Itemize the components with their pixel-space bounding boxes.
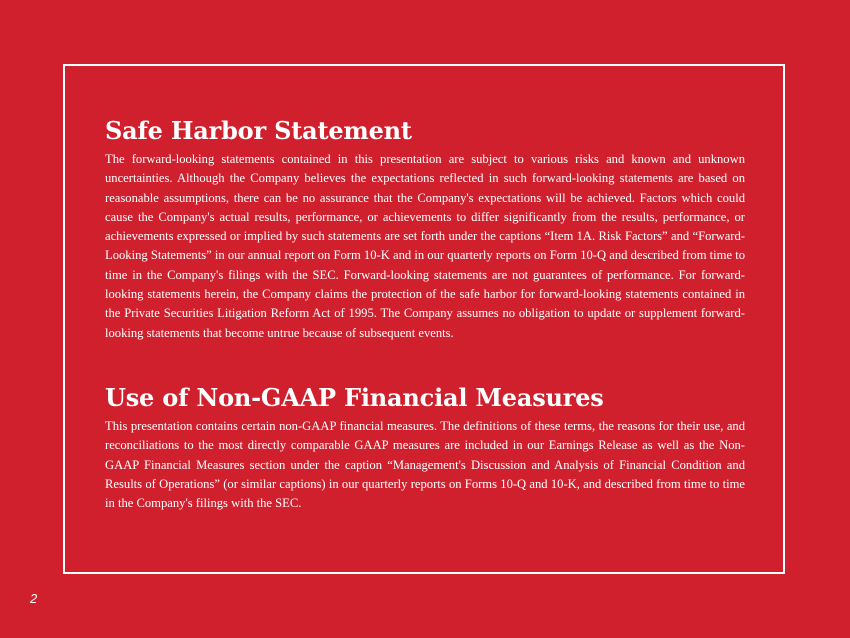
safe-harbor-section [105,112,745,343]
slide-content [105,112,745,513]
non-gaap-title: Use of Non-GAAP Financial Measures [105,382,604,412]
non-gaap-section [105,379,745,513]
page-number: 2 [30,591,38,606]
safe-harbor-title: Safe Harbor Statement [105,116,412,145]
safe-harbor-body: The forward-looking statements contained in this presentation are subject to various risks and known and unknown uncertainties. Although the Company believes the expectations reflected in such forward-looking statements are based on reasonable assumptions, there can be no assurance that the Company's expectations will be achieved. Factors which could cause the Company's actual results, performance, or achievements to differ significantly from the results, performance, or achievements expressed or implied by such statements are set forth under the captions “Item 1A. Risk Factors” and “Forward-Looking Statements” in our annual report on Form 10-K and in our quarterly reports on Form 10-Q and described from time to time in the Company's filings with the SEC. Forward-looking statements are not guarantees of performance. For forward-looking statements herein, the Company claims the protection of the safe harbor for forward-looking statements contained in the Private Securities Litigation Reform Act of 1995. The Company assumes no obligation to update or supplement forward-looking statements that become untrue because of subsequent events. [105,152,745,340]
non-gaap-body: This presentation contains certain non-GAAP financial measures. The definitions of these terms, the reasons for their use, and reconciliations to the most directly comparable GAAP measures are included in our Earnings Release as well as the Non-GAAP Financial Measures section under the caption “Management's Discussion and Analysis of Financial Condition and Results of Operations” (or similar captions) in our quarterly reports on Forms 10-Q and 10-K, and described from time to time in the Company's filings with the SEC. [105,418,745,511]
